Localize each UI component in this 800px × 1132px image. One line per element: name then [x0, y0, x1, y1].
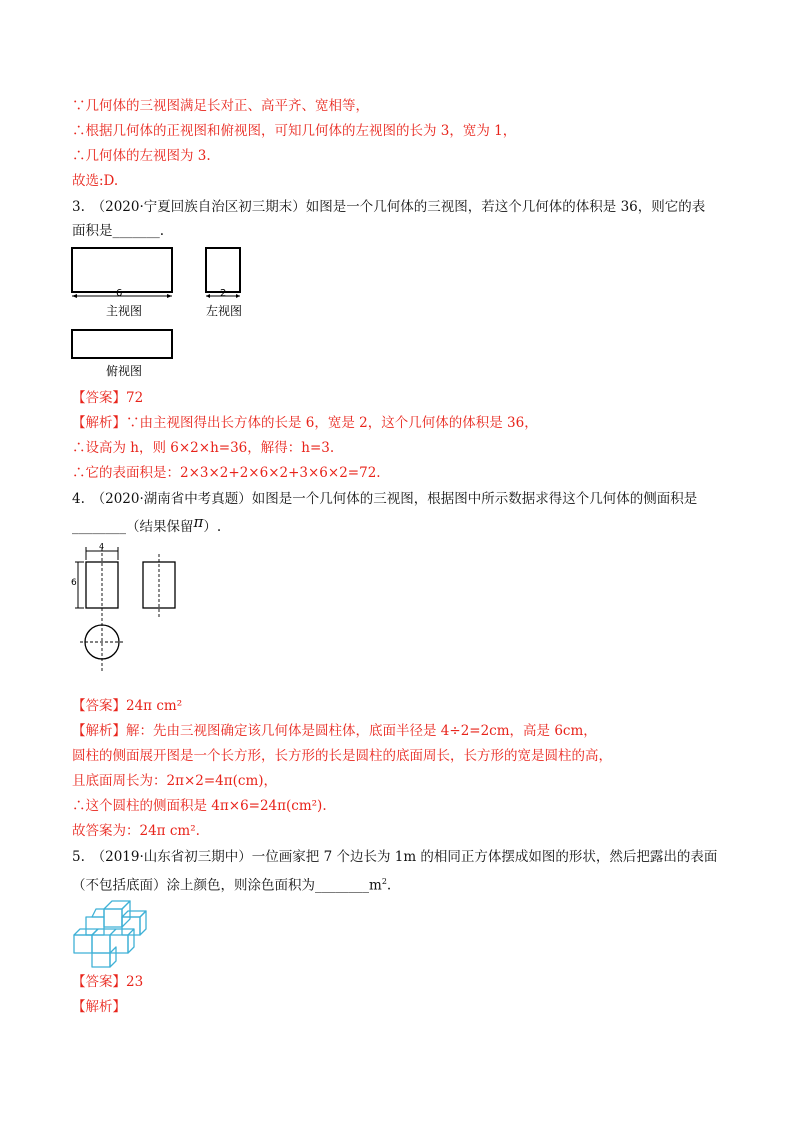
q5-stem-text-a: （不包括底面）涂上颜色，则涂色面积为________m	[72, 877, 382, 894]
q3-side-view-label: 左视图	[206, 304, 243, 318]
q4-analysis-line-4: ∴这个圆柱的侧面积是 4π×6=24π(cm²).	[72, 798, 327, 814]
q5-answer: 【答案】23	[72, 974, 144, 990]
q3-front-view-label: 主视图	[106, 304, 143, 318]
q3-stem-line-1: 3. （2020·宁夏回族自治区初三期末）如图是一个几何体的三视图，若这个几何体的体积是 36，则它的表	[72, 199, 706, 215]
q4-analysis-line-1	[72, 722, 597, 740]
q4-stem-line-1: 4. （2020·湖南省中考真题）如图是一个几何体的三视图，根据图中所示数据求得这个几何体的侧面积是	[72, 491, 698, 507]
q4-top-dim-label: 4	[99, 542, 105, 551]
q4-stem-text-a: ________（结果保留	[72, 519, 194, 535]
prev-solution-line-2: ∴根据几何体的正视图和俯视图，可知几何体的左视图的长为 3，宽为 1，	[72, 123, 517, 139]
prev-solution-line-3: ∴几何体的左视图为 3.	[72, 148, 211, 164]
q4-analysis-line-3: 且底面周长为：2π×2=4π(cm)，	[72, 773, 278, 789]
q3-front-dim-label: 6	[116, 288, 123, 299]
q3-top-view-label: 俯视图	[106, 364, 143, 378]
q3-answer: 【答案】72	[72, 390, 144, 406]
prev-solution-line-4: 故选:D.	[72, 173, 119, 189]
q3-stem-line-2: 面积是_______.	[72, 223, 165, 239]
pi-symbol: π	[193, 513, 204, 531]
q4-analysis-line-5: 故答案为：24π cm².	[72, 823, 200, 839]
q4-analysis-line-2: 圆柱的侧面展开图是一个长方形，长方形的长是圆柱的底面周长，长方形的宽是圆柱的高，	[72, 748, 612, 764]
q3-side-dim-label: 2	[220, 288, 227, 299]
q3-analysis-tag: 【解析】	[72, 415, 126, 431]
q4-height-dim-label: 6	[71, 578, 77, 588]
q3-analysis-text-1: ∵由主视图得出长方体的长是 6，宽是 2，这个几何体的体积是 36，	[126, 415, 538, 431]
q5-stem-text-b: .	[386, 877, 392, 894]
q3-analysis-line-3: ∴它的表面积是：2×3×2+2×6×2+3×6×2=72.	[72, 465, 381, 481]
q5-stem-line-2	[72, 873, 391, 895]
q5-analysis-tag: 【解析】	[72, 999, 126, 1015]
q4-analysis-tag: 【解析】	[72, 723, 126, 739]
q5-stem-superscript: 2	[381, 877, 387, 886]
prev-solution-line-1: ∵几何体的三视图满足长对正、高平齐、宽相等，	[72, 98, 369, 114]
q3-analysis-line-1	[72, 414, 538, 432]
q3-three-views-figure	[70, 246, 260, 388]
q4-stem-line-2	[72, 513, 222, 536]
q4-three-views-figure	[71, 542, 194, 674]
q3-analysis-line-2: ∴设高为 h，则 6×2×h=36，解得：h=3.	[72, 440, 335, 456]
q5-cubes-figure	[72, 897, 152, 969]
q5-stem-line-1: 5. （2019·山东省初三期中）一位画家把 7 个边长为 1m 的相同正方体摆成如图的形状，然后把露出的表面	[72, 849, 718, 865]
q4-answer: 【答案】24π cm²	[72, 698, 183, 714]
q4-analysis-text-1: 解：先由三视图确定该几何体是圆柱体，底面半径是 4÷2=2cm，高是 6cm，	[126, 723, 597, 739]
q4-stem-text-b: ）.	[203, 519, 222, 535]
